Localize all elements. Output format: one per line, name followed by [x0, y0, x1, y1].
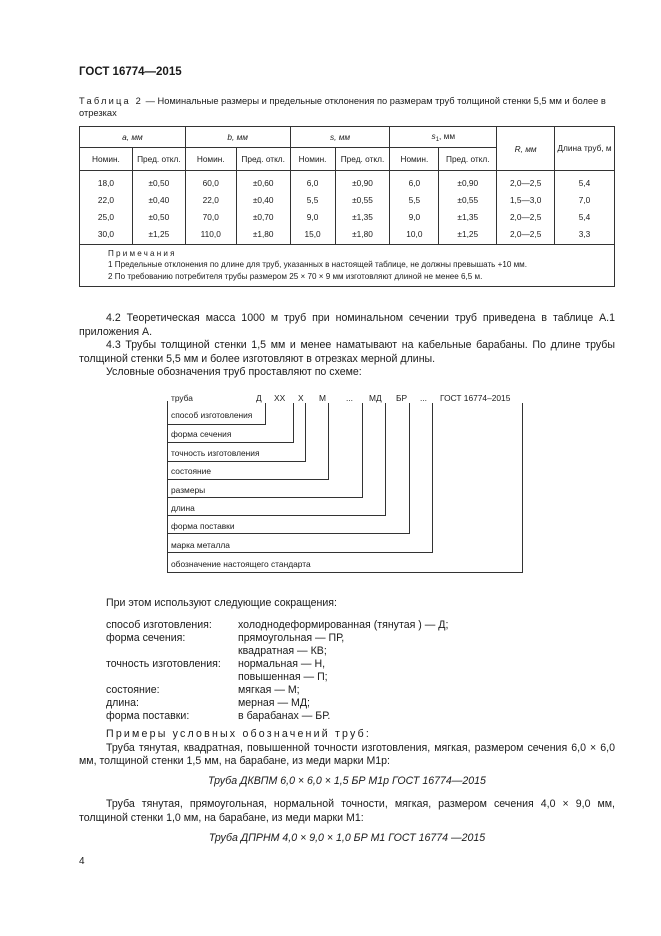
table-cell: 110,0	[185, 225, 236, 245]
table-caption	[79, 95, 615, 119]
table-notes-row	[80, 245, 615, 287]
table-cell: 6,0	[390, 171, 439, 192]
abbr-val-state: мягкая — М;	[238, 684, 300, 696]
abbr-key-section: форма сечения:	[106, 632, 186, 644]
scheme-label-size: размеры	[171, 485, 206, 495]
example-2-text: Труба тянутая, прямоугольная, нормальной точности, мягкая, размером сечения 4,0 × 9,0 мм, толщиной стенки 1,0 мм, на барабане, из меди марки М1:	[79, 798, 615, 824]
table-cell: ±0,55	[439, 191, 497, 208]
table-cell: 70,0	[185, 208, 236, 225]
paragraph-4-2: 4.2 Теоретическая масса 1000 м труб при номинальном сечении труб приведена в таблице А.1 приложения А.	[79, 312, 615, 338]
table-cell: ±0,70	[236, 208, 290, 225]
scheme-underline	[167, 533, 410, 534]
table-caption-text: — Номинальные размеры и предельные отклонения по размерам труб толщиной стенки 5,5 мм и более в отрезках	[79, 96, 606, 118]
table-row	[80, 208, 615, 225]
table-cell: 5,5	[290, 191, 335, 208]
scheme-connector	[265, 403, 266, 424]
scheme-top-d: Д	[256, 393, 262, 403]
table-cell: ±0,50	[132, 208, 185, 225]
table-cell: 18,0	[80, 171, 133, 192]
note-2: 2 По требованию потребителя трубы размером 25 × 70 × 9 мм изготовляют длиной не менее 6,5 м.	[108, 271, 483, 281]
sub-header-nom: Номин.	[80, 148, 133, 171]
table-row	[80, 191, 615, 208]
scheme-label-section: форма сечения	[171, 429, 232, 439]
abbr-val-method: холоднодеформированная (тянутая ) — Д;	[238, 619, 449, 631]
scheme-label-metal: марка металла	[171, 540, 230, 550]
examples-title: Примеры условных обозначений труб:	[106, 728, 372, 740]
scheme-top-xx: XX	[274, 393, 286, 403]
abbr-val-delivery: в барабанах — БР.	[238, 710, 331, 722]
scheme-label-length: длина	[171, 503, 195, 513]
abbr-val-length: мерная — МД;	[238, 697, 310, 709]
table-cell: 5,4	[555, 208, 615, 225]
abbr-val-section-1: прямоугольная — ПР,	[238, 632, 345, 644]
table-cell: 2,0—2,5	[497, 225, 555, 245]
sub-header-dev: Пред. откл.	[439, 148, 497, 171]
abbr-val-accuracy-2: повышенная — П;	[238, 671, 328, 683]
table-row	[80, 225, 615, 245]
table-cell: ±0,55	[335, 191, 390, 208]
abbr-key-method: способ изготовления:	[106, 619, 212, 631]
table-cell: ±0,50	[132, 171, 185, 192]
scheme-top-br: БР	[396, 393, 408, 403]
table-cell: 3,3	[555, 225, 615, 245]
table-cell: ±1,25	[132, 225, 185, 245]
scheme-underline	[167, 442, 294, 443]
abbr-intro: При этом используют следующие сокращения:	[106, 597, 337, 609]
table-cell: 5,5	[390, 191, 439, 208]
table-cell: ±1,80	[335, 225, 390, 245]
table-cell: ±1,35	[439, 208, 497, 225]
scheme-connector	[293, 403, 294, 443]
table-caption-label: Таблица 2	[79, 96, 144, 106]
abbr-key-delivery: форма поставки:	[106, 710, 190, 722]
table-cell: 2,0—2,5	[497, 171, 555, 192]
scheme-underline	[167, 461, 306, 462]
table-cell: 22,0	[80, 191, 133, 208]
document-header: ГОСТ 16774—2015	[79, 66, 182, 78]
scheme-connector	[522, 403, 523, 573]
examples-section	[79, 728, 615, 845]
table-cell: 25,0	[80, 208, 133, 225]
abbr-key-state: состояние:	[106, 684, 160, 696]
table-cell: ±0,40	[236, 191, 290, 208]
scheme-connector	[409, 403, 410, 534]
table-cell: ±1,80	[236, 225, 290, 245]
table-cell: 6,0	[290, 171, 335, 192]
sub-header-dev: Пред. откл.	[132, 148, 185, 171]
sub-header-nom: Номин.	[290, 148, 335, 171]
scheme-top-m: М	[319, 393, 326, 403]
abbr-key-length: длина:	[106, 697, 139, 709]
col-header-s1	[390, 127, 497, 148]
table-cell: ±0,90	[439, 171, 497, 192]
scheme-top-md: МД	[369, 393, 382, 403]
table-cell: 9,0	[290, 208, 335, 225]
scheme-top-dots-2: ...	[420, 393, 427, 403]
sub-header-nom: Номин.	[185, 148, 236, 171]
table-cell: 7,0	[555, 191, 615, 208]
sub-header-dev: Пред. откл.	[236, 148, 290, 171]
table-cell: 9,0	[390, 208, 439, 225]
table-cell: 1,5—3,0	[497, 191, 555, 208]
table-cell: 15,0	[290, 225, 335, 245]
table-row	[80, 171, 615, 192]
table-cell: 22,0	[185, 191, 236, 208]
paragraph-4-3: 4.3 Трубы толщиной стенки 1,5 мм и менее наматывают на кабельные барабаны. По длине трубы толщиной стенки 5,5 мм и более изготовляют в отрезках мерной длины.	[79, 339, 615, 365]
scheme-underline	[167, 552, 433, 553]
scheme-underline	[167, 424, 266, 425]
table-cell: 60,0	[185, 171, 236, 192]
example-2-code: Труба ДПРНМ 4,0 × 9,0 × 1,0 БР М1 ГОСТ 16774 —2015	[208, 831, 486, 844]
table-cell: 2,0—2,5	[497, 208, 555, 225]
col-header-a: а, мм	[80, 127, 186, 148]
scheme-connector	[432, 403, 433, 553]
scheme-top-pipe: труба	[171, 393, 193, 403]
table-cell: 5,4	[555, 171, 615, 192]
scheme-connector	[362, 403, 363, 498]
scheme-top-gost: ГОСТ 16774–2015	[440, 393, 511, 403]
scheme-label-state: состояние	[171, 466, 212, 476]
dimensions-table	[79, 126, 615, 287]
table-cell: 30,0	[80, 225, 133, 245]
scheme-left-line	[167, 401, 168, 573]
col-header-s1-unit: , мм	[439, 131, 456, 141]
scheme-connector	[385, 403, 386, 516]
sub-header-dev: Пред. откл.	[335, 148, 390, 171]
notes-title: Примечания	[108, 249, 177, 258]
table-cell: ±0,60	[236, 171, 290, 192]
scheme-label-standard: обозначение настоящего стандарта	[171, 559, 311, 569]
table-cell: ±0,40	[132, 191, 185, 208]
example-1-text: Труба тянутая, квадратная, повышенной точности изготовления, мягкая, размером сечения 6,0 × 6,0 мм, толщиной стенки 1,5 мм, на барабане, из меди марки М1р:	[79, 741, 615, 768]
table-header-row	[80, 127, 615, 148]
scheme-label-method: способ изготовления	[171, 410, 253, 420]
scheme-connector	[328, 403, 329, 479]
scheme-underline	[167, 572, 523, 573]
table-cell: 10,0	[390, 225, 439, 245]
abbr-val-section-2: квадратная — КВ;	[238, 645, 327, 657]
sub-header-nom: Номин.	[390, 148, 439, 171]
table-notes	[80, 245, 615, 287]
scheme-label-delivery: форма поставки	[171, 521, 235, 531]
body-text	[79, 312, 615, 380]
page-number: 4	[79, 856, 85, 867]
col-header-s: s, мм	[290, 127, 390, 148]
col-header-b: b, мм	[185, 127, 290, 148]
table-cell: ±1,25	[439, 225, 497, 245]
table-cell: ±1,35	[335, 208, 390, 225]
col-header-r: R, мм	[497, 127, 555, 171]
note-1: 1 Предельные отклонения по длине для труб, указанных в настоящей таблице, не должны превышать +10 мм.	[108, 260, 527, 270]
scheme-top-dots-1: ...	[346, 393, 353, 403]
abbr-key-accuracy: точность изготовления:	[106, 658, 221, 670]
scheme-underline	[167, 497, 363, 498]
scheme-label-accuracy: точность изготовления	[171, 448, 260, 458]
col-header-s1-subscript: 1	[435, 137, 440, 143]
abbr-val-accuracy-1: нормальная — Н,	[238, 658, 326, 670]
col-header-length: Длина труб, м	[555, 127, 615, 171]
example-1-code: Труба ДКВПМ 6,0 × 6,0 × 1,5 БР М1р ГОСТ 16774—2015	[208, 774, 486, 787]
paragraph-scheme-intro: Условные обозначения труб проставляют по схеме:	[106, 366, 362, 379]
scheme-connector	[305, 403, 306, 461]
table-cell: ±0,90	[335, 171, 390, 192]
col-header-s1-symbol: s	[431, 131, 436, 141]
scheme-underline	[167, 479, 329, 480]
scheme-top-x: X	[298, 393, 304, 403]
scheme-underline	[167, 515, 386, 516]
